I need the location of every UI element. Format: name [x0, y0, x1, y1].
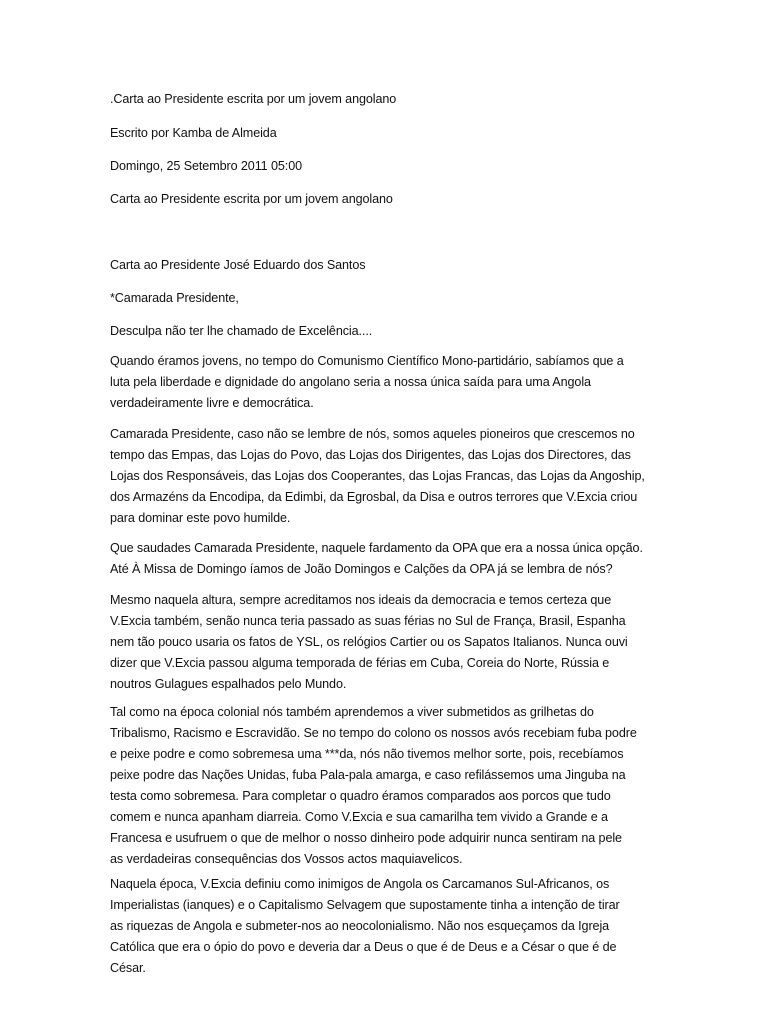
paragraph-line: Francesa e usufruem o que de melhor o nosso dinheiro pode adquirir nunca sentiram na pele [110, 831, 622, 845]
paragraph-line: as riquezas de Angola e submeter-nos ao neocolonialismo. Não nos esqueçamos da Igreja [110, 919, 610, 933]
paragraph-line: tempo das Empas, das Lojas do Povo, das Lojas dos Dirigentes, das Lojas dos Directores, das [110, 448, 631, 462]
paragraph-line: Tribalismo, Racismo e Escravidão. Se no tempo do colono os nossos avós recebiam fuba podre [110, 726, 637, 740]
paragraph-line: Católica que era o ópio do povo e deveria dar a Deus o que é de Deus e a César o que é de [110, 940, 617, 954]
paragraph-5 [110, 702, 670, 870]
subtitle-line: Carta ao Presidente escrita por um jovem angolano [110, 192, 393, 206]
paragraph-line: as verdadeiras consequências dos Vossos actos maquiavelicos. [110, 852, 463, 866]
paragraph-line: para dominar este povo humilde. [110, 511, 291, 525]
paragraph-line: luta pela liberdade e dignidade do angolano seria a nossa única saída para uma Angola [110, 375, 591, 389]
paragraph-line: dos Armazéns da Encodipa, da Edimbi, da Egrosbal, da Disa e outros terrores que V.Excia criou [110, 490, 638, 504]
paragraph-line: peixe podre das Nações Unidas, fuba Pala-pala amarga, e caso refilássemos uma Jinguba na [110, 768, 626, 782]
paragraph-line: Lojas dos Responsáveis, das Lojas dos Cooperantes, das Lojas Francas, das Lojas da Angoship, [110, 469, 645, 483]
paragraph-3 [110, 538, 670, 580]
salutation-line: *Camarada Presidente, [110, 291, 239, 305]
paragraph-line: comem e nunca apanham diarreia. Como V.Excia e sua camarilha tem vivido a Grande e a [110, 810, 608, 824]
paragraph-line: verdadeiramente livre e democrática. [110, 396, 314, 410]
paragraph-line: testa como sobremesa. Para completar o quadro éramos comparados aos porcos que tudo [110, 789, 611, 803]
paragraph-line: V.Excia também, senão nunca teria passado as suas férias no Sul de França, Brasil, Espanha [110, 614, 626, 628]
paragraph-line: Que saudades Camarada Presidente, naquele fardamento da OPA que era a nossa única opção. [110, 541, 643, 555]
paragraph-line: Mesmo naquela altura, sempre acreditamos nos ideais da democracia e temos certeza que [110, 593, 612, 607]
paragraph-line: nem tão pouco usaria os fatos de YSL, os relógios Cartier ou os Sapatos Italianos. Nunca ouvi [110, 635, 628, 649]
addressee-line: Carta ao Presidente José Eduardo dos Santos [110, 258, 366, 272]
paragraph-line: Tal como na época colonial nós também aprendemos a viver submetidos as grilhetas do [110, 705, 594, 719]
paragraph-2 [110, 424, 670, 529]
paragraph-line: Camarada Presidente, caso não se lembre de nós, somos aqueles pioneiros que crescemos no [110, 427, 635, 441]
paragraph-line: e peixe podre e como sobremesa uma ***da, nós não tivemos melhor sorte, pois, recebíamos [110, 747, 624, 761]
paragraph-line: Até À Missa de Domingo íamos de João Domingos e Calções da OPA já se lembra de nós? [110, 562, 613, 576]
paragraph-4 [110, 590, 670, 695]
paragraph-6 [110, 874, 670, 979]
author-line: Escrito por Kamba de Almeida [110, 126, 277, 140]
paragraph-line: dizer que V.Excia passou alguma temporada de férias em Cuba, Coreia do Norte, Rússia e [110, 656, 610, 670]
apology-line: Desculpa não ter lhe chamado de Excelência.... [110, 324, 373, 338]
document-title: .Carta ao Presidente escrita por um jovem angolano [110, 92, 397, 106]
paragraph-line: Quando éramos jovens, no tempo do Comunismo Científico Mono-partidário, sabíamos que a [110, 354, 624, 368]
paragraph-line: Naquela época, V.Excia definiu como inimigos de Angola os Carcamanos Sul-Africanos, os [110, 877, 610, 891]
paragraph-line: César. [110, 961, 146, 975]
date-line: Domingo, 25 Setembro 2011 05:00 [110, 159, 302, 173]
paragraph-1 [110, 351, 670, 414]
paragraph-line: noutros Gulagues espalhados pelo Mundo. [110, 677, 347, 691]
paragraph-line: Imperialistas (ianques) e o Capitalismo Selvagem que supostamente tinha a intenção de tirar [110, 898, 620, 912]
